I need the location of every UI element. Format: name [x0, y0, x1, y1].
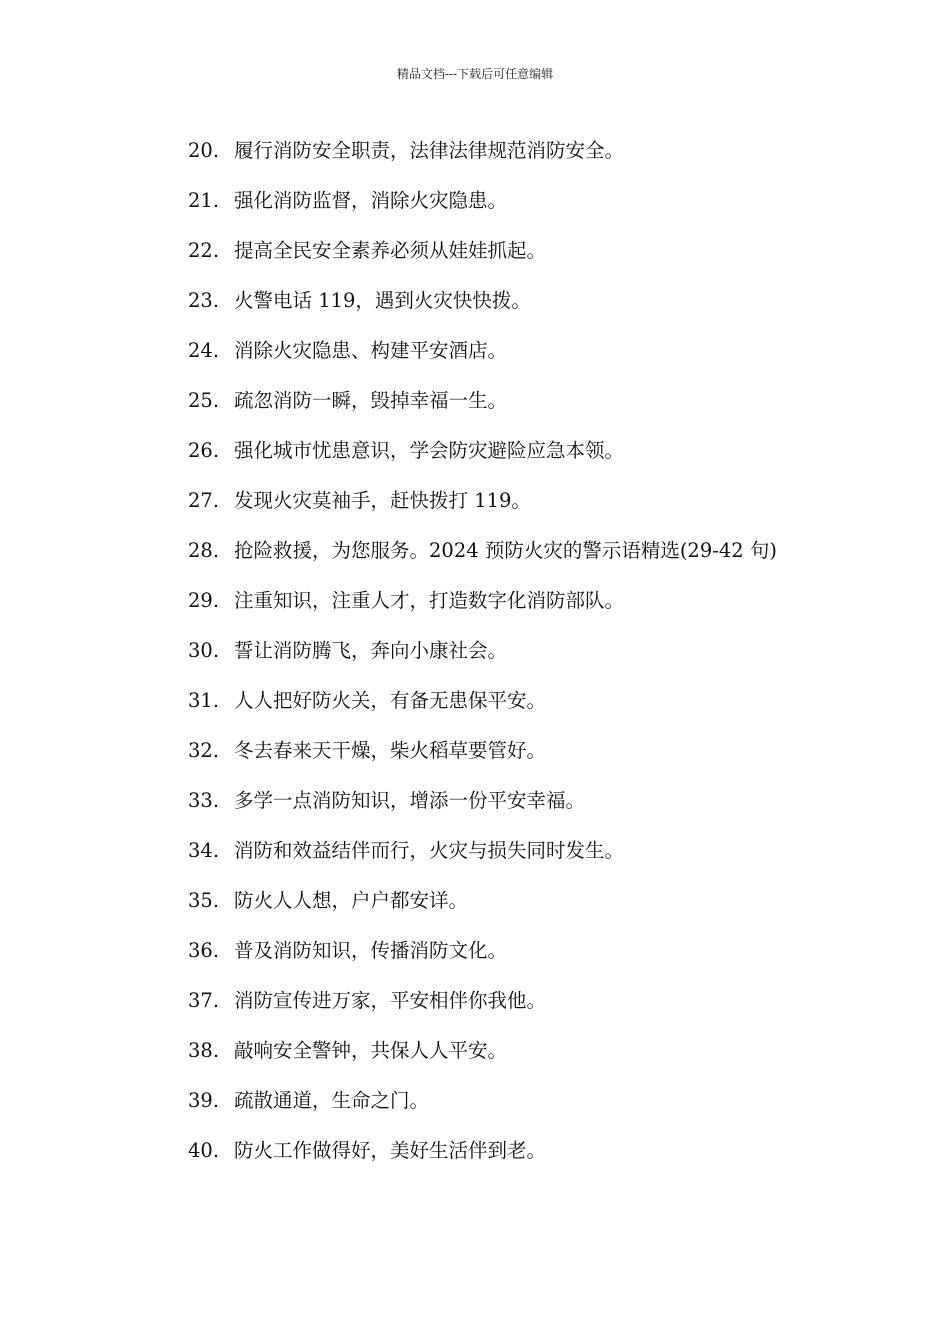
- list-item: [144, 335, 814, 385]
- item-text: 注重知识，注重人才，打造数字化消防部队。: [234, 589, 625, 612]
- list-item: [144, 585, 814, 635]
- item-number: 39.: [188, 1089, 220, 1112]
- item-number: 35.: [188, 889, 220, 912]
- item-number: 25.: [188, 389, 220, 412]
- item-text: 消除火灾隐患、构建平安酒店。: [234, 339, 508, 362]
- item-text: 防火人人想，户户都安详。: [234, 889, 469, 912]
- item-number: 40.: [188, 1139, 220, 1162]
- item-number: 37.: [188, 989, 220, 1012]
- list-item: [144, 785, 814, 835]
- slogan-list: [144, 135, 814, 1185]
- list-item: [144, 635, 814, 685]
- item-number: 21.: [188, 189, 220, 212]
- list-item: [144, 235, 814, 285]
- item-text: 抢险救援，为您服务。2024 预防火灾的警示语精选(29-42 句): [234, 539, 777, 562]
- list-item: [144, 1035, 814, 1085]
- list-item: [144, 735, 814, 785]
- item-number: 38.: [188, 1039, 220, 1062]
- item-number: 31.: [188, 689, 220, 712]
- list-item: [144, 885, 814, 935]
- item-number: 36.: [188, 939, 220, 962]
- item-number: 23.: [188, 289, 220, 312]
- list-item: [144, 1085, 814, 1135]
- item-number: 26.: [188, 439, 220, 462]
- item-number: 30.: [188, 639, 220, 662]
- list-item: [144, 385, 814, 435]
- item-text: 消防宣传进万家，平安相伴你我他。: [234, 989, 547, 1012]
- item-text: 提高全民安全素养必须从娃娃抓起。: [234, 239, 547, 262]
- list-item: [144, 526, 814, 576]
- list-item: [144, 985, 814, 1035]
- list-item: [144, 435, 814, 485]
- item-text: 人人把好防火关，有备无患保平安。: [234, 689, 547, 712]
- item-number: 24.: [188, 339, 220, 362]
- list-item: [144, 1135, 814, 1185]
- item-number: 34.: [188, 839, 220, 862]
- page-header: 精品文档---下载后可任意编辑: [396, 67, 554, 81]
- item-text: 履行消防安全职责，法律法律规范消防安全。: [234, 139, 625, 162]
- list-item: [144, 185, 814, 235]
- item-text: 防火工作做得好，美好生活伴到老。: [234, 1139, 547, 1162]
- list-item: [144, 835, 814, 885]
- item-text: 冬去春来天干燥，柴火稻草要管好。: [234, 739, 547, 762]
- item-text: 发现火灾莫袖手，赶快拨打 119。: [234, 489, 531, 512]
- item-number: 28.: [188, 539, 220, 562]
- item-text: 疏忽消防一瞬，毁掉幸福一生。: [234, 389, 508, 412]
- item-number: 22.: [188, 239, 220, 262]
- list-item: [144, 135, 814, 185]
- item-number: 27.: [188, 489, 220, 512]
- item-number: 29.: [188, 589, 220, 612]
- item-text: 多学一点消防知识，增添一份平安幸福。: [234, 789, 586, 812]
- item-text: 誓让消防腾飞，奔向小康社会。: [234, 639, 508, 662]
- item-number: 20.: [188, 139, 220, 162]
- item-text: 普及消防知识，传播消防文化。: [234, 939, 508, 962]
- item-text: 强化消防监督，消除火灾隐患。: [234, 189, 508, 212]
- item-text: 疏散通道，生命之门。: [234, 1089, 430, 1112]
- item-number: 33.: [188, 789, 220, 812]
- list-item: [144, 935, 814, 985]
- item-text: 火警电话 119，遇到火灾快快拨。: [234, 289, 531, 312]
- list-item: [144, 285, 814, 335]
- item-text: 敲响安全警钟，共保人人平安。: [234, 1039, 508, 1062]
- item-text: 强化城市忧患意识，学会防灾避险应急本领。: [234, 439, 625, 462]
- item-text: 消防和效益结伴而行，火灾与损失同时发生。: [234, 839, 625, 862]
- list-item: [144, 685, 814, 735]
- item-number: 32.: [188, 739, 220, 762]
